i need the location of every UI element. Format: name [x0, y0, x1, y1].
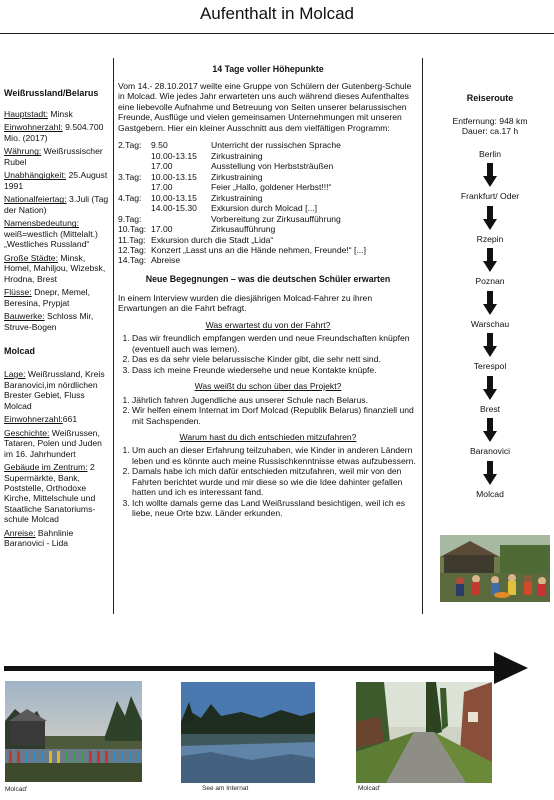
fact-key: Geschichte:	[4, 427, 50, 438]
fact-key: Einwohnerzahl:	[4, 414, 63, 425]
route-stop: Frankfurt/ Oder	[460, 191, 520, 202]
fact-item	[4, 428, 112, 459]
fact-value: 3.Juli (Tag der Nation)	[4, 194, 109, 215]
molcad-facts	[4, 369, 112, 549]
fact-value: weiß=westlich (Mittelalt.) „Westliches Russland“	[4, 228, 98, 250]
answer-item: 3. Ich wollte damals gerne das Land Weißrussland besichtigen, weil ich es liebe, neue Orte bzw. Länder erkunden.	[132, 498, 418, 519]
article-heading: 14 Tage voller Höhepunkte	[212, 64, 324, 74]
fact-item	[4, 414, 112, 424]
fact-value: Weißrussland, Kreis Baranovici,im nördlichen Brester Gebiet, Fluss Molcad	[4, 369, 105, 411]
program-day: 11.Tag:	[118, 234, 146, 245]
route-stop: Rzepin	[476, 233, 504, 244]
answer-item: 2. Das es da sehr viele belarussische Kinder gibt, die sehr nett sind.	[132, 354, 418, 364]
answer-item: 2. Wir helfen einem Internat im Dorf Molcad (Republik Belarus) finanziell und mit Sachspenden.	[132, 405, 418, 426]
program-event: Unterricht der russischen Sprache	[211, 140, 341, 151]
down-arrow-icon	[483, 206, 497, 230]
fact-key: Währung:	[4, 146, 42, 157]
fact-key: Flüsse:	[4, 287, 32, 298]
down-arrow-icon	[483, 248, 497, 272]
fact-value: Bahnlinie Baranovici - Lida	[4, 527, 74, 549]
program-row	[118, 182, 418, 192]
program-row	[118, 255, 418, 265]
program-row	[118, 172, 418, 182]
answer-item: 1. Das wir freundlich empfangen werden und neue Freundschaften knüpfen (eventuell auch was lernen).	[132, 333, 418, 354]
fact-item	[4, 462, 112, 525]
program-day: 3.Tag:	[118, 171, 142, 182]
fact-key: Namensbedeutung:	[4, 218, 80, 229]
route-duration: Dauer: ca.17 h	[461, 126, 519, 137]
program-time: 17.00	[151, 182, 173, 193]
fact-value: 661	[62, 414, 78, 425]
fact-value: Minsk	[47, 108, 73, 119]
program-row	[118, 151, 418, 161]
route-info	[428, 116, 552, 137]
fact-value: 2 Supermärkte, Bank, Poststelle, Orthodoxe Kirche, Mittelschule und Staatliche Sanatoriums-schule Molcad	[4, 462, 96, 525]
program-day	[118, 203, 151, 213]
fact-value: Weißrussen, Tataren, Polen und Juden im 16. Jahrhundert	[4, 427, 102, 459]
program-event: Abreise	[151, 255, 181, 266]
belarus-facts	[4, 109, 112, 332]
route-distance: Entfernung: 948 km	[452, 115, 528, 126]
fact-key: Unabhängigkeit:	[4, 170, 67, 181]
down-arrow-icon	[483, 333, 497, 357]
down-arrow-icon	[483, 418, 497, 442]
program-day: 4.Tag:	[118, 192, 142, 203]
fact-item	[4, 369, 112, 411]
route-stop: Warschau	[470, 318, 510, 329]
program-event: Konzert „Lasst uns an die Hände nehmen, Freunde!“ [...]	[151, 244, 366, 255]
program-day	[118, 161, 151, 171]
program-day	[118, 182, 151, 192]
article-column	[118, 64, 418, 519]
program-row	[118, 214, 418, 224]
fact-item	[4, 170, 112, 191]
fact-value: 9.504.700 Mio. (2017)	[4, 122, 104, 143]
program-event: Zirkusaufführung	[211, 224, 276, 235]
program-row	[118, 235, 418, 245]
answer-item: 1. Um auch an dieser Erfahrung teilzuhaben, wie Kinder in anderen Ländern leben und es könnte auch meine Russischkenntnisse etwas aufzubessern.	[132, 445, 418, 466]
down-arrow-icon	[483, 163, 497, 187]
answer-item: 3. Dass ich meine Freunde wiedersehe und neue Kontakte knüpfe.	[132, 365, 418, 375]
program-day: 14.Tag:	[118, 255, 147, 266]
molcad-photo-1	[5, 681, 142, 782]
program-row	[118, 193, 418, 203]
fact-key: Lage:	[4, 369, 26, 380]
program-time: 10.00-13.15	[151, 171, 197, 182]
route-stop: Brest	[479, 403, 501, 414]
program-event: Zirkustraining	[211, 171, 263, 182]
fact-item	[4, 253, 112, 284]
fact-key: Bauwerke:	[4, 311, 45, 322]
fact-key: Einwohnerzahl:	[4, 122, 63, 133]
fact-value: Weißrussischer Rubel	[4, 146, 103, 167]
program-day: 12.Tag:	[118, 244, 147, 255]
answer-item: 2. Damals habe ich mich dafür entschieden mitzufahren, weil mir von den Fahrten berichtet wurde und mir diese so wie die Idee dahinter gefallen hatten und ich es interessant fand.	[132, 466, 418, 497]
program-time	[151, 214, 211, 224]
route-stop: Terespol	[473, 361, 507, 372]
program-event: Ausstellung von Herbststräußen	[211, 161, 334, 172]
program-row	[118, 140, 418, 150]
fact-value: 25.August 1991	[4, 170, 108, 191]
program-day	[118, 151, 151, 161]
down-arrow-icon	[483, 291, 497, 315]
photo-2-caption: See am Internat	[202, 785, 249, 792]
program-row	[118, 224, 418, 234]
fact-key: Gebäude im Zentrum:	[4, 462, 88, 473]
answer-item: 1. Jährlich fahren Jugendliche aus unserer Schule nach Belarus.	[132, 395, 418, 405]
program-time: 17.00	[151, 161, 173, 172]
program-row	[118, 161, 418, 171]
program-day: 2.Tag:	[118, 140, 142, 151]
photo-3-caption: Molcad'	[358, 785, 381, 792]
interview-heading: Neue Begegnungen – was die deutschen Schüler erwarten	[145, 273, 391, 284]
fact-item	[4, 109, 112, 119]
route-stop: Poznan	[475, 276, 505, 287]
fact-item	[4, 146, 112, 167]
program-event: Exkursion durch Molcad [...]	[211, 203, 318, 214]
photo-1-caption: Molcad'	[5, 786, 28, 793]
fact-value: Minsk, Homel, Mahiljou, Wizebsk, Hrodna, Brest	[4, 252, 106, 284]
program-time: 9.50	[151, 140, 168, 151]
page-title: Aufenthalt in Molcad	[199, 4, 355, 23]
molcad-photo-2	[356, 682, 492, 783]
question-2: Was weißt du schon über das Projekt?	[194, 381, 342, 392]
route-stop: Baranovici	[469, 446, 511, 457]
fact-value: Schloss Mir, Struve-Bogen	[4, 311, 94, 332]
program-list	[118, 140, 418, 266]
program-day: 9.Tag:	[118, 213, 142, 224]
program-time: 10.00-13.15	[151, 192, 197, 203]
program-event: Vorbereitung zur Zirkusaufführung	[211, 213, 341, 224]
fact-key: Nationalfeiertag:	[4, 194, 67, 205]
fact-key: Große Städte:	[4, 252, 58, 263]
route-heading: Reiseroute	[466, 93, 514, 103]
right-column-divider	[422, 58, 423, 614]
question-3: Warum hast du dich entschieden mitzufahren?	[179, 432, 357, 442]
header-divider	[0, 33, 554, 34]
answers-1	[118, 333, 418, 375]
article-intro: Vom 14.- 28.10.2017 weilte eine Gruppe von Schülern der Gutenberg-Schule in Molcad. Wie jedes Jahr erwarteten uns auch während dieses Aufenthaltes eine liebevolle Aufnahme und Betreuung von Seiten unserer belarussischen Freunde, Ausflüge und vielen gemeinsamen Unternehmungen mit unseren Gastgebern. Hier ein kleiner Ausschnitt aus dem vielfältigen Programm:	[118, 80, 412, 133]
program-time: 14.00-15.30	[151, 203, 197, 214]
belarus-heading: Weißrussland/Belarus	[4, 88, 99, 98]
program-event: Feier „Hallo, goldener Herbst!!!“	[211, 182, 332, 193]
program-row	[118, 245, 418, 255]
fact-key: Hauptstadt:	[4, 108, 48, 119]
question-1: Was erwartest du von der Fahrt?	[205, 319, 331, 330]
group-photo	[440, 535, 550, 602]
answers-3	[118, 445, 418, 518]
molcad-heading: Molcad	[4, 346, 36, 357]
fact-item	[4, 287, 112, 308]
program-event: Zirkustraining	[211, 150, 263, 161]
route-stop: Berlin	[479, 148, 501, 159]
fact-item	[4, 528, 112, 549]
program-day: 10.Tag:	[118, 224, 147, 235]
fact-item	[4, 218, 112, 249]
program-event: Exkursion durch die Stadt „Lida“	[151, 234, 274, 245]
route-column	[428, 93, 552, 499]
interview-intro: In einem Interview wurden die diesjährigen Molcad-Fahrer zu ihren Erwartungen an die Fahrt befragt.	[118, 292, 373, 314]
fact-item	[4, 194, 112, 215]
answers-2	[118, 395, 418, 426]
program-time: 17.00	[151, 224, 173, 235]
program-time: 10.00-13.15	[151, 150, 197, 161]
lake-photo	[181, 682, 315, 783]
left-column-divider	[113, 58, 114, 614]
down-arrow-icon	[483, 376, 497, 400]
fact-key: Anreise:	[4, 527, 36, 538]
down-arrow-icon	[483, 461, 497, 485]
route-stop: Molcad	[476, 488, 504, 499]
program-event: Zirkustraining	[211, 192, 263, 203]
fact-item	[4, 311, 112, 332]
program-row	[118, 203, 418, 213]
fact-value: Dnepr, Memel, Beresina, Prypjat	[4, 287, 90, 308]
facts-column	[4, 88, 112, 552]
route-stops	[428, 149, 552, 499]
fact-item	[4, 122, 112, 143]
